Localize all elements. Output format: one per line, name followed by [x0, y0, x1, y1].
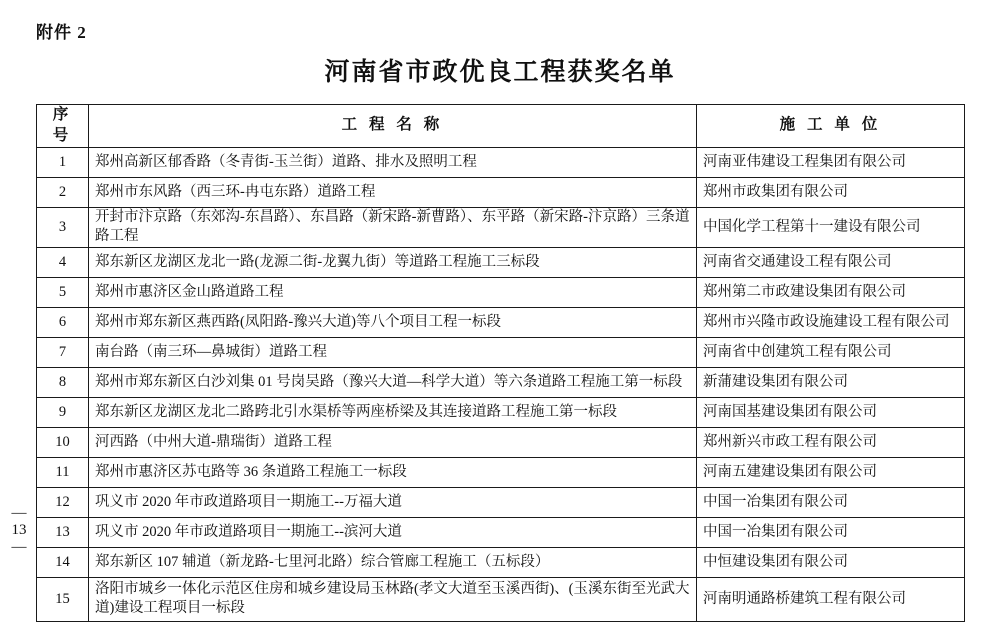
- page-title: 河南省市政优良工程获奖名单: [324, 59, 676, 86]
- cell-project-name: 郑东新区 107 辅道（新龙路-七里河北路）综合管廊工程施工（五标段）: [89, 547, 697, 577]
- cell-project-name: 南台路（南三环—鼻城街）道路工程: [89, 337, 697, 367]
- table-row: [37, 247, 965, 277]
- table-row: [37, 307, 965, 337]
- cell-project-name: 洛阳市城乡一体化示范区住房和城乡建设局玉林路(孝文大道至玉溪西街)、(玉溪东街至光武大道)建设工程项目一标段: [89, 577, 697, 621]
- page-number-text: — 13 —: [11, 505, 27, 555]
- cell-construction-unit: 中恒建设集团有限公司: [697, 547, 965, 577]
- cell-construction-unit: 河南省中创建筑工程有限公司: [697, 337, 965, 367]
- cell-project-name: 巩义市 2020 年市政道路项目一期施工--滨河大道: [89, 517, 697, 547]
- cell-construction-unit: 郑州第二市政建设集团有限公司: [697, 277, 965, 307]
- cell-no: 8: [37, 367, 89, 397]
- table-row: [37, 577, 965, 621]
- cell-construction-unit: 郑州新兴市政工程有限公司: [697, 427, 965, 457]
- cell-no: 5: [37, 277, 89, 307]
- cell-construction-unit: 河南亚伟建设工程集团有限公司: [697, 147, 965, 177]
- cell-project-name: 河西路（中州大道-鼎瑞街）道路工程: [89, 427, 697, 457]
- cell-no: 14: [37, 547, 89, 577]
- cell-no: 7: [37, 337, 89, 367]
- table-body: [37, 147, 965, 621]
- table-header-row: [37, 105, 965, 148]
- table-row: [37, 427, 965, 457]
- cell-no: 4: [37, 247, 89, 277]
- table-row: [37, 337, 965, 367]
- cell-construction-unit: 中国一冶集团有限公司: [697, 517, 965, 547]
- cell-project-name: 巩义市 2020 年市政道路项目一期施工--万福大道: [89, 487, 697, 517]
- column-header-no: 序 号: [37, 105, 89, 148]
- cell-no: 3: [37, 207, 89, 247]
- cell-project-name: 郑州市惠济区金山路道路工程: [89, 277, 697, 307]
- table-row: [37, 547, 965, 577]
- award-list-table: [36, 104, 965, 622]
- cell-project-name: 郑东新区龙湖区龙北二路跨北引水渠桥等两座桥梁及其连接道路工程施工第一标段: [89, 397, 697, 427]
- table-row: [37, 487, 965, 517]
- cell-no: 2: [37, 177, 89, 207]
- cell-construction-unit: 郑州市政集团有限公司: [697, 177, 965, 207]
- cell-no: 12: [37, 487, 89, 517]
- cell-construction-unit: 新蒲建设集团有限公司: [697, 367, 965, 397]
- page-number: [8, 505, 30, 556]
- table-row: [37, 207, 965, 247]
- cell-no: 10: [37, 427, 89, 457]
- cell-no: 1: [37, 147, 89, 177]
- column-header-unit: 施 工 单 位: [697, 105, 965, 148]
- cell-project-name: 郑州高新区郁香路（冬青街-玉兰街）道路、排水及照明工程: [89, 147, 697, 177]
- cell-no: 13: [37, 517, 89, 547]
- cell-construction-unit: 河南国基建设集团有限公司: [697, 397, 965, 427]
- cell-construction-unit: 中国化学工程第十一建设有限公司: [697, 207, 965, 247]
- table-row: [37, 177, 965, 207]
- table-row: [37, 147, 965, 177]
- cell-construction-unit: 郑州市兴隆市政设施建设工程有限公司: [697, 307, 965, 337]
- table-row: [37, 367, 965, 397]
- cell-project-name: 郑州市惠济区苏屯路等 36 条道路工程施工一标段: [89, 457, 697, 487]
- cell-no: 9: [37, 397, 89, 427]
- cell-construction-unit: 中国一冶集团有限公司: [697, 487, 965, 517]
- table-row: [37, 397, 965, 427]
- attachment-label: 附件 2: [36, 23, 87, 42]
- table-row: [37, 277, 965, 307]
- cell-construction-unit: 河南明通路桥建筑工程有限公司: [697, 577, 965, 621]
- table-row: [37, 517, 965, 547]
- cell-construction-unit: 河南五建建设集团有限公司: [697, 457, 965, 487]
- cell-project-name: 开封市汴京路（东郊沟-东昌路）、东昌路（新宋路-新曹路）、东平路（新宋路-汴京路）三条道路工程: [89, 207, 697, 247]
- cell-project-name: 郑州市东风路（西三环-冉屯东路）道路工程: [89, 177, 697, 207]
- table-row: [37, 457, 965, 487]
- cell-project-name: 郑东新区龙湖区龙北一路(龙源二街-龙翼九街）等道路工程施工三标段: [89, 247, 697, 277]
- cell-project-name: 郑州市郑东新区燕西路(凤阳路-豫兴大道)等八个项目工程一标段: [89, 307, 697, 337]
- cell-no: 11: [37, 457, 89, 487]
- cell-no: 15: [37, 577, 89, 621]
- column-header-name: 工 程 名 称: [89, 105, 697, 148]
- cell-construction-unit: 河南省交通建设工程有限公司: [697, 247, 965, 277]
- cell-no: 6: [37, 307, 89, 337]
- cell-project-name: 郑州市郑东新区白沙刘集 01 号岗吴路（豫兴大道—科学大道）等六条道路工程施工第一标段: [89, 367, 697, 397]
